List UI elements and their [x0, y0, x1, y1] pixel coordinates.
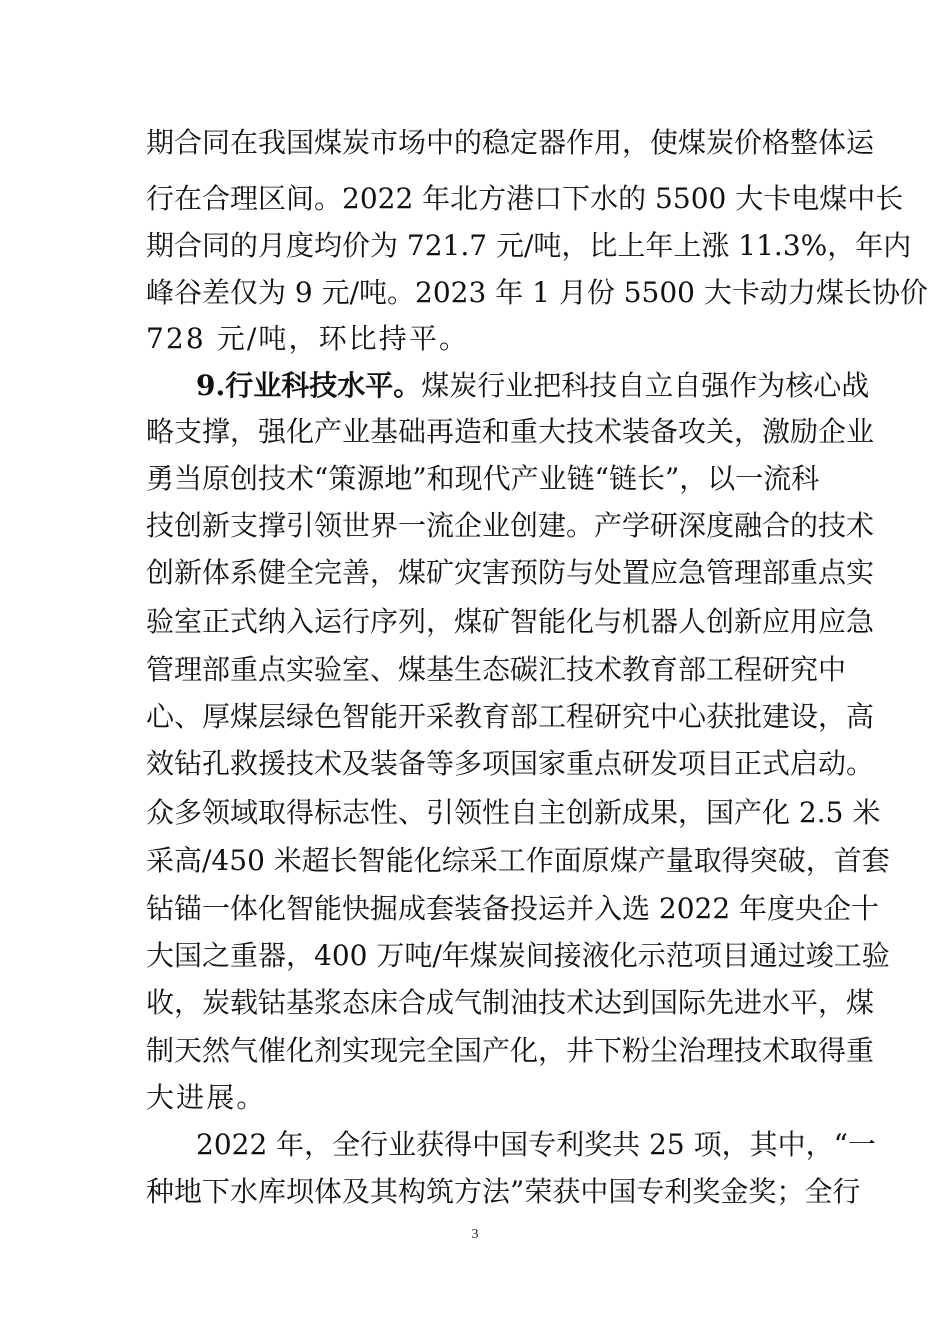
text-line: 验室正式纳入运行序列，煤矿智能化与机器人创新应用应急	[146, 605, 875, 638]
text-line: 勇当原创技术“策源地”和现代产业链“链长”，以一流科	[146, 462, 820, 495]
text-line: 大国之重器，400 万吨/年煤炭间接液化示范项目通过竣工验	[146, 939, 890, 972]
text-line: 种地下水库坝体及其构筑方法”荣获中国专利奖金奖；全行	[146, 1175, 861, 1208]
section-heading: 9.行业科技水平。	[196, 369, 422, 402]
text-line: 728 元/吨，环比持平。	[146, 322, 470, 355]
text-line: 制天然气催化剂实现完全国产化，井下粉尘治理技术取得重	[146, 1034, 875, 1067]
text-line: 略支撑，强化产业基础再造和重大技术装备攻关，激励企业	[146, 415, 875, 448]
text-line: 采高/450 米超长智能化综采工作面原煤产量取得突破，首套	[146, 844, 890, 877]
text-line: 行在合理区间。2022 年北方港口下水的 5500 大卡电煤中长	[146, 182, 904, 215]
text-line: 煤炭行业把科技自立自强作为核心战	[421, 369, 870, 402]
text-line: 创新体系健全完善，煤矿灾害预防与处置应急管理部重点实	[146, 556, 875, 589]
text-line: 心、厚煤层绿色智能开采教育部工程研究中心获批建设，高	[146, 700, 875, 733]
text-line: 收，炭载钴基浆态床合成气制油技术达到国际先进水平，煤	[146, 986, 875, 1019]
text-line: 2022 年，全行业获得中国专利奖共 25 项，其中，“一	[196, 1128, 876, 1161]
page-number: 3	[471, 1227, 479, 1242]
text-line: 管理部重点实验室、煤基生态碳汇技术教育部工程研究中	[146, 653, 847, 686]
text-line: 效钻孔救援技术及装备等多项国家重点研发项目正式启动。	[146, 747, 875, 780]
text-line: 众多领域取得标志性、引领性自主创新成果，国产化 2.5 米	[146, 796, 881, 829]
text-line: 钻锚一体化智能快掘成套装备投运并入选 2022 年度央企十	[146, 892, 880, 925]
text-line: 大进展。	[146, 1081, 267, 1114]
section-first-line	[196, 367, 870, 407]
text-line: 峰谷差仅为 9 元/吨。2023 年 1 月份 5500 大卡动力煤长协价	[146, 276, 928, 309]
text-line: 期合同的月度均价为 721.7 元/吨，比上年上涨 11.3%，年内	[146, 229, 912, 262]
text-line: 期合同在我国煤炭市场中的稳定器作用，使煤炭价格整体运	[146, 126, 875, 159]
text-line: 技创新支撑引领世界一流企业创建。产学研深度融合的技术	[146, 509, 875, 542]
